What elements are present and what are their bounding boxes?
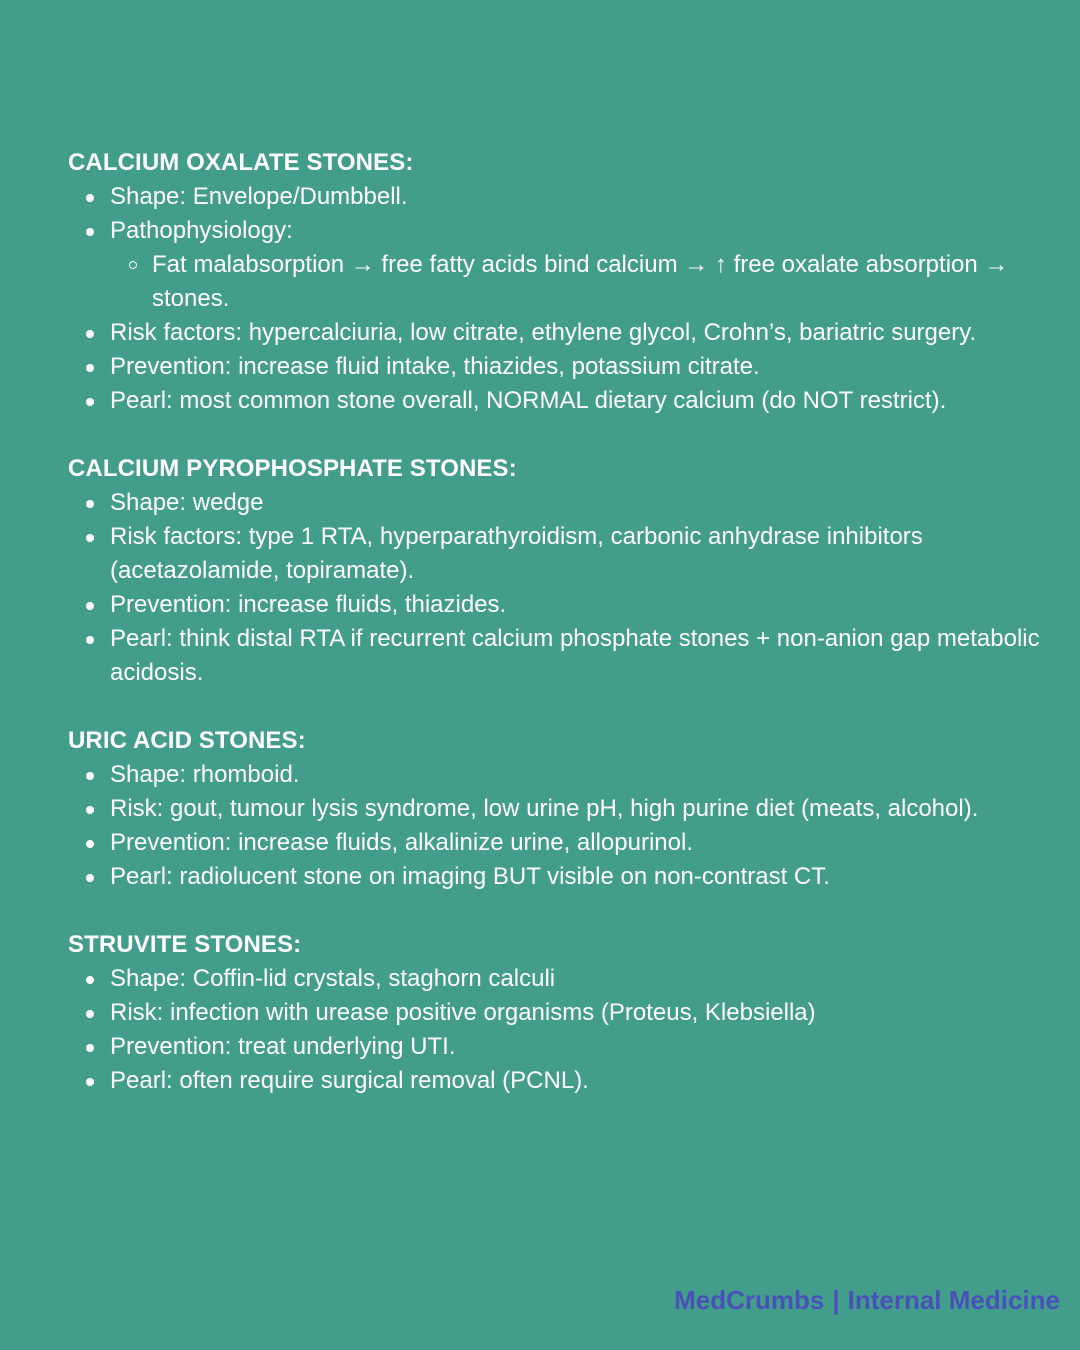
section-calcium-pyrophosphate: [68, 452, 1048, 690]
list-item: Shape: Coffin-lid crystals, staghorn calculi: [68, 962, 1048, 996]
bullet-list: [68, 758, 1048, 894]
list-item: Risk factors: hypercalciuria, low citrate, ethylene glycol, Crohn’s, bariatric surgery.: [68, 316, 1048, 350]
list-item: Shape: wedge: [68, 486, 1048, 520]
list-item: Prevention: increase fluids, alkalinize urine, allopurinol.: [68, 826, 1048, 860]
bullet-list: [68, 180, 1048, 418]
footer-separator: |: [832, 1285, 840, 1315]
brand-name: MedCrumbs: [674, 1285, 825, 1315]
list-item: Pearl: radiolucent stone on imaging BUT visible on non-contrast CT.: [68, 860, 1048, 894]
list-item-pathophysiology: [68, 214, 1048, 316]
section-heading: CALCIUM PYROPHOSPHATE STONES:: [68, 455, 517, 482]
list-item: Shape: Envelope/Dumbbell.: [68, 180, 1048, 214]
brand-topic: Internal Medicine: [847, 1285, 1060, 1315]
section-calcium-oxalate: [68, 146, 1048, 418]
sub-list-item: Fat malabsorption → free fatty acids bind calcium → ↑ free oxalate absorption → stones.: [110, 248, 1048, 316]
list-item: Pearl: think distal RTA if recurrent calcium phosphate stones + non-anion gap metabolic acidosis.: [68, 622, 1048, 690]
list-item: Risk: gout, tumour lysis syndrome, low urine pH, high purine diet (meats, alcohol).: [68, 792, 1048, 826]
section-heading: CALCIUM OXALATE STONES:: [68, 149, 414, 176]
list-item-label: Pathophysiology:: [110, 217, 293, 244]
list-item: Pearl: most common stone overall, NORMAL dietary calcium (do NOT restrict).: [68, 384, 1048, 418]
section-heading: URIC ACID STONES:: [68, 727, 306, 754]
content: [68, 146, 1048, 1098]
sub-list: [110, 248, 1048, 316]
section-heading: STRUVITE STONES:: [68, 931, 302, 958]
list-item: Prevention: increase fluid intake, thiazides, potassium citrate.: [68, 350, 1048, 384]
list-item: Prevention: treat underlying UTI.: [68, 1030, 1048, 1064]
section-uric-acid: [68, 724, 1048, 894]
list-item: Pearl: often require surgical removal (PCNL).: [68, 1064, 1048, 1098]
list-item: Shape: rhomboid.: [68, 758, 1048, 792]
bullet-list: [68, 486, 1048, 690]
bullet-list: [68, 962, 1048, 1098]
section-struvite: [68, 928, 1048, 1098]
list-item: Risk factors: type 1 RTA, hyperparathyroidism, carbonic anhydrase inhibitors (acetazolamide, topiramate).: [68, 520, 1048, 588]
list-item: Prevention: increase fluids, thiazides.: [68, 588, 1048, 622]
list-item: Risk: infection with urease positive organisms (Proteus, Klebsiella): [68, 996, 1048, 1030]
footer-brand: [674, 1282, 1060, 1318]
